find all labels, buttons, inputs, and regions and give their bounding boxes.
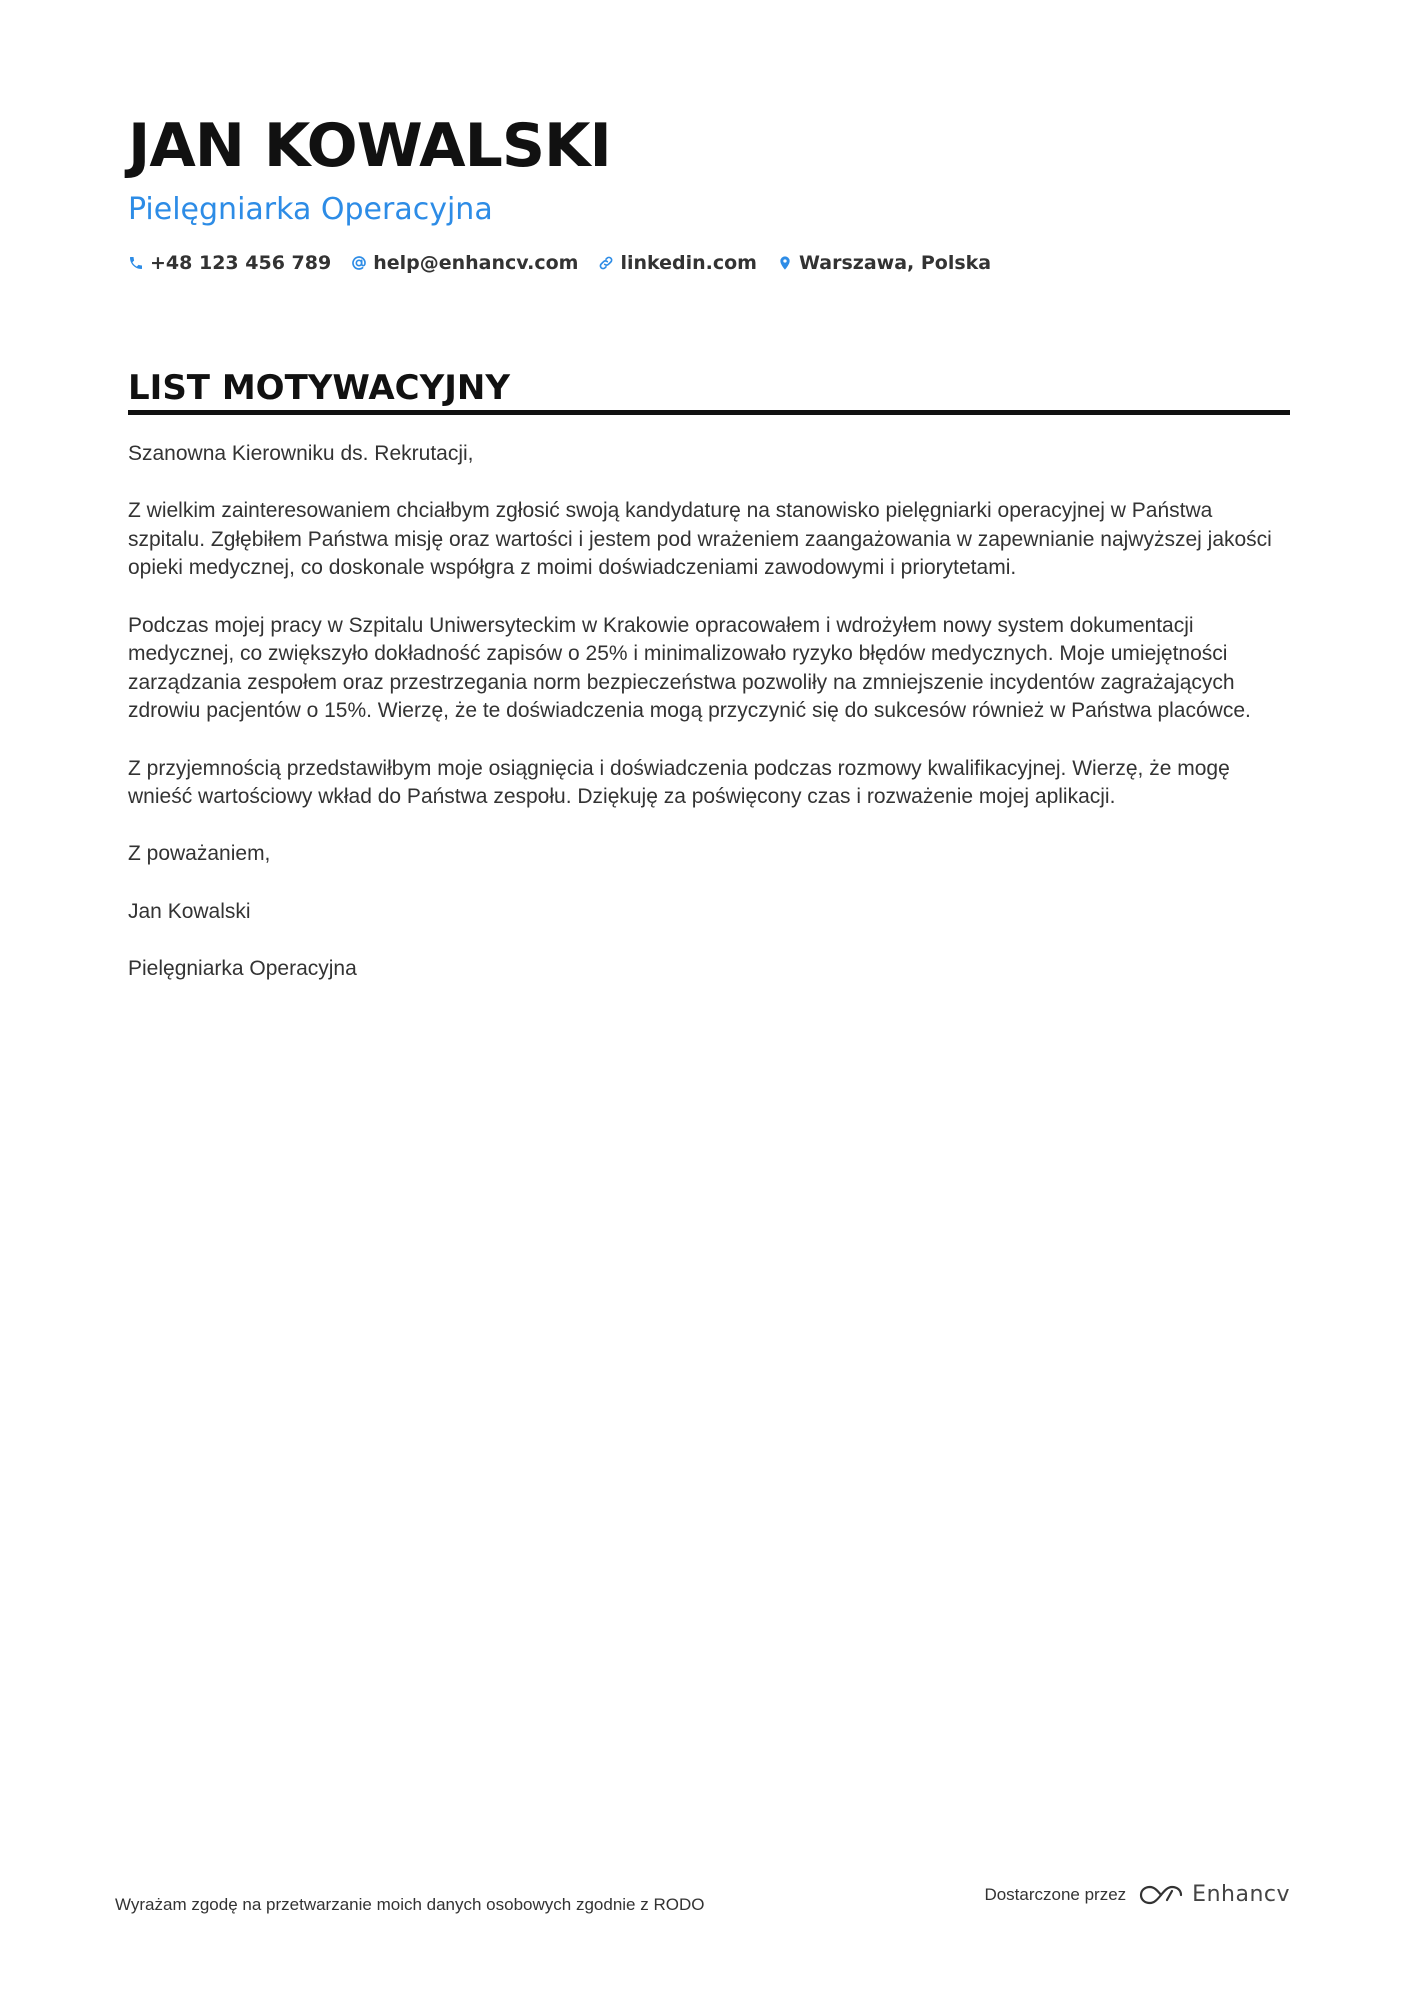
letter-paragraph: Podczas mojej pracy w Szpitalu Uniwersyteckim w Krakowie opracowałem i wdrożyłem nowy system dokumentacji medycznej, co zwiększyło dokładność zapisów o 25% i minimalizowało ryzyko błędów medycznych. Moje umiejętności zarządzania zespołem oraz przestrzegania norm bezpieczeństwa pozwoliły na zmniejszenie incydentów zagrażających zdrowiu pacjentów o 15%. Wierzę, że te doświadczenia mogą przyczynić się do sukcesów również w Państwa placówce. <box>128 613 1251 723</box>
contact-phone[interactable] <box>128 252 331 274</box>
powered-by-label: Dostarczone przez <box>984 1884 1127 1904</box>
section-title: LIST MOTYWACYJNY <box>128 368 510 408</box>
powered-by[interactable] <box>984 1882 1290 1907</box>
letter-paragraph: Z przyjemnością przedstawiłbym moje osiągnięcia i doświadczenia podczas rozmowy kwalifikacyjnej. Wierzę, że mogę wnieść wartościowy wkład do Państwa zespołu. Dziękuję za poświęcony czas i rozważenie mojej aplikacji. <box>128 756 1230 809</box>
gdpr-consent: Wyrażam zgodę na przetwarzanie moich danych osobowych zgodnie z RODO <box>115 1895 705 1914</box>
contact-email[interactable] <box>351 252 578 274</box>
candidate-name: JAN KOWALSKI <box>128 111 611 181</box>
contact-linkedin[interactable] <box>598 252 757 274</box>
location-pin-icon <box>777 255 793 271</box>
contact-location-text: Warszawa, Polska <box>798 252 992 274</box>
letter-closing: Z poważaniem, <box>128 842 271 866</box>
signature-name: Jan Kowalski <box>128 899 251 923</box>
letter-paragraph: Z wielkim zainteresowaniem chciałbym zgłosić swoją kandydaturę na stanowisko pielęgniarki operacyjnej w Państwa szpitalu. Zgłębiłem Państwa misję oraz wartości i jestem pod wrażeniem zaangażowania w zapewnianie najwyższej jakości opieki medycznej, co doskonale współgra z moimi doświadczeniami zawodowymi i priorytetami. <box>128 499 1272 580</box>
at-icon <box>351 255 367 271</box>
contact-location <box>777 252 991 274</box>
enhancv-brand: Enhancv <box>1192 1882 1290 1907</box>
contact-bar <box>128 252 1011 274</box>
phone-icon <box>128 255 144 271</box>
link-icon <box>598 255 614 271</box>
section-divider <box>128 410 1290 415</box>
signature-title: Pielęgniarka Operacyjna <box>128 956 357 980</box>
contact-linkedin-text: linkedin.com <box>620 252 757 274</box>
candidate-job-title: Pielęgniarka Operacyjna <box>128 192 493 227</box>
contact-email-text: help@enhancv.com <box>373 252 579 274</box>
enhancv-logo-icon <box>1138 1883 1184 1907</box>
letter-body <box>128 440 1290 1012</box>
contact-phone-text: +48 123 456 789 <box>150 252 332 274</box>
letter-greeting: Szanowna Kierowniku ds. Rekrutacji, <box>128 442 474 465</box>
